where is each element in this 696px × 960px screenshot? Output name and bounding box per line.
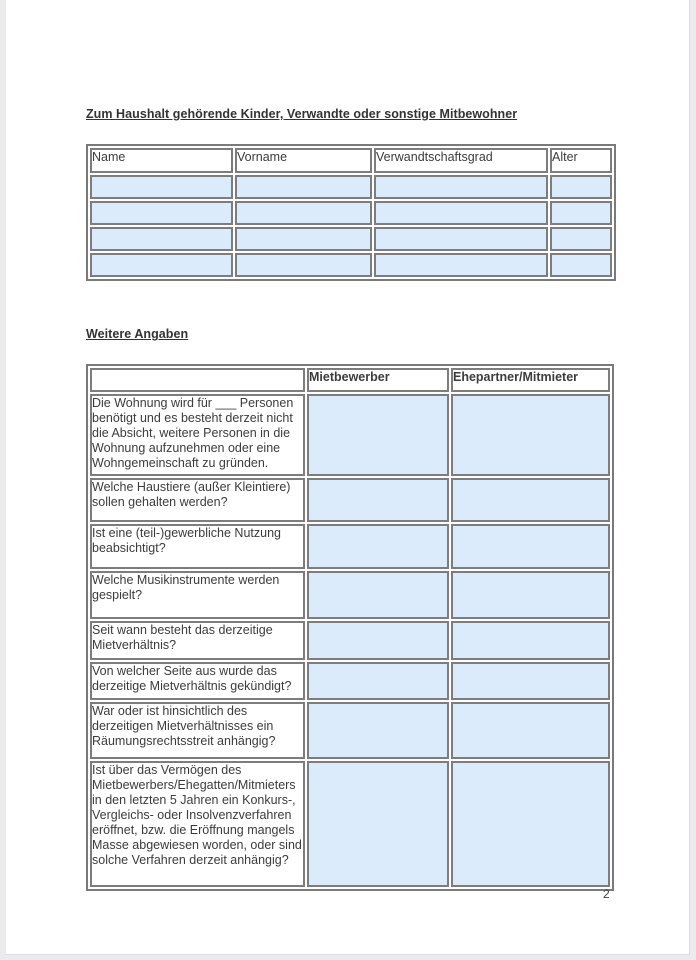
name-field[interactable] — [90, 175, 233, 199]
table-row — [90, 761, 610, 887]
applicant-answer-field[interactable] — [307, 394, 449, 476]
table-row — [90, 227, 612, 251]
question-instruments: Welche Musikinstrumente werden gespielt? — [90, 571, 305, 619]
alter-field[interactable] — [550, 201, 612, 225]
name-field[interactable] — [90, 201, 233, 225]
partner-answer-field[interactable] — [451, 394, 610, 476]
applicant-answer-field[interactable] — [307, 761, 449, 887]
partner-answer-field[interactable] — [451, 478, 610, 522]
column-header-ehepartner: Ehepartner/Mitmieter — [451, 368, 610, 392]
column-header-vorname: Vorname — [235, 148, 372, 173]
question-termination: Von welcher Seite aus wurde das derzeitige Mietverhältnis gekündigt? — [90, 662, 305, 700]
vorname-field[interactable] — [235, 253, 372, 277]
partner-answer-field[interactable] — [451, 761, 610, 887]
household-table — [86, 144, 616, 281]
vorname-field[interactable] — [235, 227, 372, 251]
additional-header-row — [90, 368, 610, 392]
table-row — [90, 478, 610, 522]
question-tenancy-since: Seit wann besteht das derzeitige Mietverhältnis? — [90, 621, 305, 660]
alter-field[interactable] — [550, 175, 612, 199]
partner-answer-field[interactable] — [451, 621, 610, 660]
document-page — [6, 0, 690, 955]
table-row — [90, 662, 610, 700]
partner-answer-field[interactable] — [451, 702, 610, 759]
name-field[interactable] — [90, 227, 233, 251]
partner-answer-field[interactable] — [451, 662, 610, 700]
additional-info-table — [86, 364, 614, 891]
household-section-title: Zum Haushalt gehörende Kinder, Verwandte oder sonstige Mitbewohner — [86, 107, 518, 121]
vorname-field[interactable] — [235, 201, 372, 225]
question-eviction: War oder ist hinsichtlich des derzeitigen Mietverhältnisses ein Räumungsrechtsstreit anhängig? — [90, 702, 305, 759]
column-header-mietbewerber: Mietbewerber — [307, 368, 449, 392]
question-pets: Welche Haustiere (außer Kleintiere) sollen gehalten werden? — [90, 478, 305, 522]
alter-field[interactable] — [550, 227, 612, 251]
verwandtschaftsgrad-field[interactable] — [374, 227, 548, 251]
applicant-answer-field[interactable] — [307, 478, 449, 522]
verwandtschaftsgrad-field[interactable] — [374, 175, 548, 199]
table-row — [90, 175, 612, 199]
partner-answer-field[interactable] — [451, 524, 610, 569]
verwandtschaftsgrad-field[interactable] — [374, 201, 548, 225]
applicant-answer-field[interactable] — [307, 571, 449, 619]
table-row — [90, 201, 612, 225]
question-insolvency: Ist über das Vermögen des Mietbewerbers/Ehegatten/Mitmieters in den letzten 5 Jahren ein Konkurs-, Vergleichs- oder Insolvenzverfahren eröffnet, bzw. die Eröffnung mangels Masse abgewiesen worden, oder sind solche Verfahren derzeit anhängig? — [90, 761, 305, 887]
question-commercial-use: Ist eine (teil-)gewerbliche Nutzung beabsichtigt? — [90, 524, 305, 569]
column-header-alter: Alter — [550, 148, 612, 173]
page-number: 2 — [603, 887, 610, 901]
verwandtschaftsgrad-field[interactable] — [374, 253, 548, 277]
table-row — [90, 621, 610, 660]
applicant-answer-field[interactable] — [307, 662, 449, 700]
column-header-verwandtschaftsgrad: Verwandtschaftsgrad — [374, 148, 548, 173]
table-row — [90, 253, 612, 277]
applicant-answer-field[interactable] — [307, 524, 449, 569]
vorname-field[interactable] — [235, 175, 372, 199]
alter-field[interactable] — [550, 253, 612, 277]
household-header-row — [90, 148, 612, 173]
partner-answer-field[interactable] — [451, 571, 610, 619]
column-header-question — [90, 368, 305, 392]
table-row — [90, 524, 610, 569]
table-row — [90, 394, 610, 476]
question-persons: Die Wohnung wird für ___ Personen benötigt und es besteht derzeit nicht die Absicht, weitere Personen in die Wohnung aufzunehmen oder eine Wohngemeinschaft zu gründen. — [90, 394, 305, 476]
name-field[interactable] — [90, 253, 233, 277]
additional-section-title: Weitere Angaben — [86, 327, 189, 341]
applicant-answer-field[interactable] — [307, 621, 449, 660]
table-row — [90, 702, 610, 759]
applicant-answer-field[interactable] — [307, 702, 449, 759]
column-header-name: Name — [90, 148, 233, 173]
table-row — [90, 571, 610, 619]
